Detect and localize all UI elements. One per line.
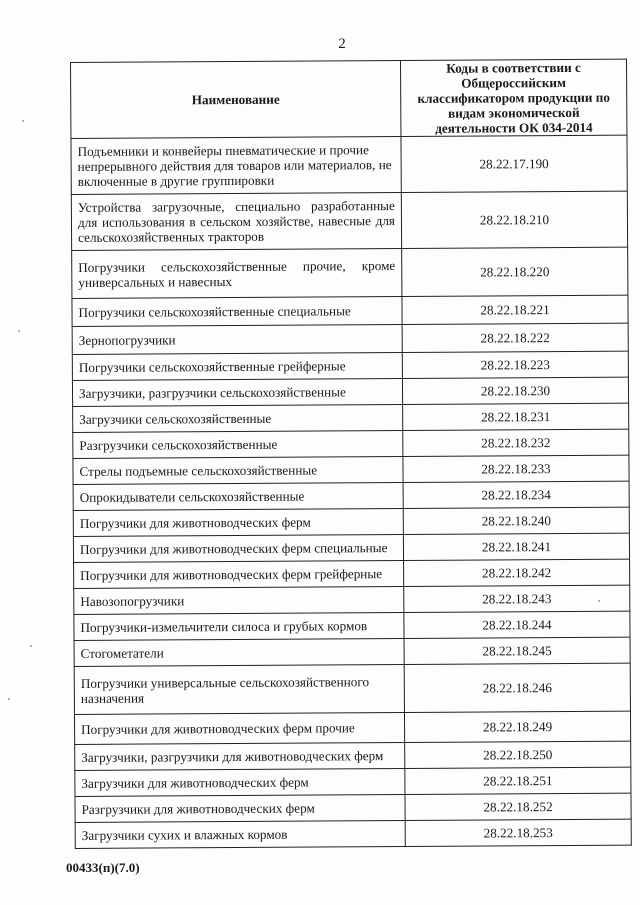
document-footer-code: 00433(п)(7.0) bbox=[66, 860, 140, 875]
row-code-cell: 28.22.18.220 bbox=[402, 247, 628, 296]
row-name-cell: Загрузчики сельскохозяйственные bbox=[73, 404, 403, 432]
row-name-cell: Погрузчики сельскохозяйственные специальные bbox=[72, 296, 402, 326]
row-name-cell: Загрузчики для животноводческих ферм bbox=[75, 768, 405, 796]
row-code-cell: 28.22.18.233 bbox=[403, 455, 629, 482]
table-header-row bbox=[71, 59, 627, 138]
table-body bbox=[71, 135, 631, 848]
row-name-cell: Навозопогрузчики bbox=[74, 586, 404, 614]
table-row bbox=[72, 351, 628, 380]
scan-speck bbox=[22, 120, 24, 122]
row-code-cell: 28.22.18.230 bbox=[402, 377, 628, 404]
table-row bbox=[74, 637, 630, 666]
row-code-cell: 28.22.18.245 bbox=[404, 637, 630, 664]
table-row bbox=[73, 403, 629, 432]
row-code-cell: 28.22.18.244 bbox=[404, 611, 630, 638]
table-row bbox=[72, 295, 628, 326]
row-code-cell: 28.22.18.223 bbox=[402, 351, 628, 378]
row-code-cell: 28.22.18.241 bbox=[403, 533, 629, 560]
row-name-cell: Погрузчики сельскохозяйственные прочие, кроме универсальных и навесных bbox=[72, 248, 402, 298]
header-name: Наименование bbox=[71, 60, 401, 138]
row-name-cell: Разгрузчики сельскохозяйственные bbox=[73, 430, 403, 458]
row-name-cell: Зернопогрузчики bbox=[72, 324, 402, 354]
scan-speck bbox=[30, 645, 32, 647]
row-name-cell: Разгрузчики для животноводческих ферм bbox=[75, 794, 405, 822]
row-name-cell: Погрузчики для животноводческих ферм bbox=[73, 508, 403, 536]
table-row bbox=[72, 377, 628, 406]
row-name-cell: Загрузчики, разгрузчики сельскохозяйственные bbox=[72, 378, 402, 406]
table-row bbox=[72, 247, 628, 298]
row-name-cell: Опрокидыватели сельскохозяйственные bbox=[73, 482, 403, 510]
row-code-cell: 28.22.18.246 bbox=[404, 663, 630, 712]
classification-table bbox=[70, 59, 632, 849]
table-row bbox=[74, 711, 630, 744]
table-row bbox=[74, 611, 630, 640]
row-code-cell: 28.22.18.234 bbox=[403, 481, 629, 508]
header-code: Коды в соответствии с Общероссийским классификатором продукции по видам экономической деятельности ОК 034-2014 bbox=[400, 59, 626, 136]
row-code-cell: 28.22.18.210 bbox=[401, 191, 627, 248]
table-row bbox=[73, 429, 629, 458]
row-name-cell: Погрузчики для животноводческих ферм специальные bbox=[73, 534, 403, 562]
row-code-cell: 28.22.18.242 bbox=[404, 559, 630, 586]
table-row bbox=[75, 819, 631, 848]
row-name-cell: Погрузчики сельскохозяйственные грейферные bbox=[72, 352, 402, 380]
row-name-cell: Загрузчики, разгрузчики для животноводческих ферм bbox=[75, 742, 405, 770]
row-name-cell: Стрелы подъемные сельскохозяйственные bbox=[73, 456, 403, 484]
row-code-cell: 28.22.18.231 bbox=[403, 403, 629, 430]
table-row bbox=[73, 481, 629, 510]
row-name-cell: Стогометатели bbox=[74, 638, 404, 666]
row-code-cell: 28.22.18.232 bbox=[403, 429, 629, 456]
row-code-cell: 28.22.18.222 bbox=[402, 323, 628, 352]
page-number: 2 bbox=[338, 36, 346, 52]
table-row bbox=[71, 135, 627, 194]
table-row bbox=[74, 559, 630, 588]
row-name-cell: Погрузчики для животноводческих ферм прочие bbox=[74, 712, 404, 744]
table-row bbox=[73, 455, 629, 484]
row-name-cell: Погрузчики универсальные сельскохозяйственного назначения bbox=[74, 664, 404, 714]
table-row bbox=[75, 741, 631, 770]
row-code-cell: 28.22.18.240 bbox=[403, 507, 629, 534]
row-code-cell: 28.22.18.251 bbox=[405, 767, 631, 794]
row-code-cell: 28.22.18.253 bbox=[405, 819, 631, 846]
row-name-cell: Устройства загрузочные, специально разработанные для использования в сельском хозяйстве, навесные для сельскохозяйственных тракторов bbox=[71, 192, 401, 250]
scan-speck bbox=[8, 698, 10, 700]
table-row bbox=[73, 507, 629, 536]
row-code-cell: 28.22.18.250 bbox=[405, 741, 631, 768]
table-row bbox=[72, 323, 628, 354]
scan-speck bbox=[598, 600, 600, 602]
table-row bbox=[75, 767, 631, 796]
table-row bbox=[71, 191, 627, 250]
table-row bbox=[74, 663, 630, 714]
row-name-cell: Загрузчики сухих и влажных кормов bbox=[75, 820, 405, 848]
row-code-cell: 28.22.18.252 bbox=[405, 793, 631, 820]
row-code-cell: 28.22.18.243 bbox=[404, 585, 630, 612]
row-name-cell: Погрузчики-измельчители силоса и грубых кормов bbox=[74, 612, 404, 640]
table-row bbox=[73, 533, 629, 562]
row-name-cell: Погрузчики для животноводческих ферм грейферные bbox=[74, 560, 404, 588]
scan-speck bbox=[18, 330, 20, 332]
table-row bbox=[75, 793, 631, 822]
row-code-cell: 28.22.17.190 bbox=[401, 135, 627, 192]
table-row bbox=[74, 585, 630, 614]
row-code-cell: 28.22.18.249 bbox=[404, 711, 630, 742]
row-code-cell: 28.22.18.221 bbox=[402, 295, 628, 324]
row-name-cell: Подъемники и конвейеры пневматические и прочие непрерывного действия для товаров или материалов, не включенные в другие группировки bbox=[71, 136, 401, 194]
